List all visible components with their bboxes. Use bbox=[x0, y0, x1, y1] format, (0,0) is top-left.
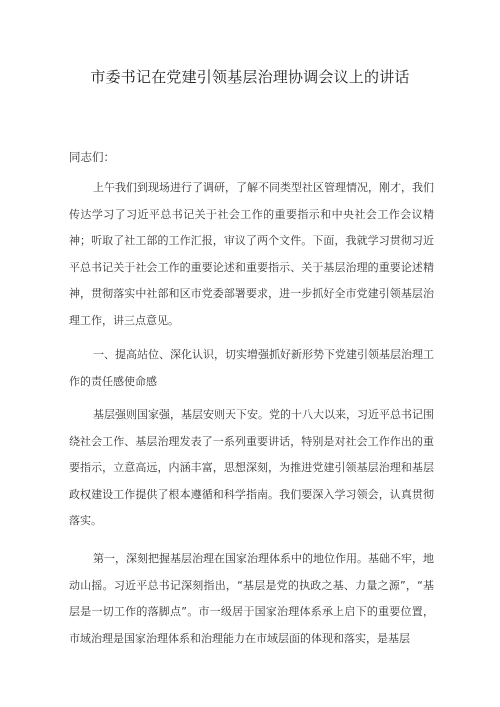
paragraph-body: 基层强则国家强，基层安则天下安。党的十八大以来，习近平总书记围绕社会工作、基层治理发表了一系列重要讲话，特别是对社会工作作出的重要指示，立意高远，内涵丰富，思想深刻，为推进党建引领基层治理和基层政权建设工作提供了根本遵循和科学指南。我们要深入学习领会，认真贯彻落实。 bbox=[69, 408, 434, 527]
greeting: 同志们： bbox=[69, 150, 115, 164]
paragraph-point-1: 第一，深刻把握基层治理在国家治理体系中的地位作用。基础不牢，地动山摇。习近平总书记深刻指出，“基层是党的执政之基、力量之源”，“基层是一切工作的落脚点”。市一级居于国家治理体系承上启下的重要位置，市域治理是国家治理体系和治理能力在市域层面的体现和落实，是基层 bbox=[69, 552, 434, 645]
section-heading-1: 一、提高站位、深化认识，切实增强抓好新形势下党建引领基层治理工作的责任感使命感 bbox=[69, 348, 434, 388]
document-title: 市委书记在党建引领基层治理协调会议上的讲话 bbox=[90, 68, 410, 86]
paragraph-intro: 上午我们到现场进行了调研，了解不同类型社区管理情况，刚才，我们传达学习了习近平总书记关于社会工作的重要指示和中央社会工作会议精神；听取了社工部的工作汇报，审议了两个文件。下面，我就学习贯彻习近平总书记关于社会工作的重要论述和重要指示、关于基层治理的重要论述精神，贯彻落实中社部和区市党委部署要求，进一步抓好全市党建引领基层治理工作，讲三点意见。 bbox=[69, 181, 434, 327]
